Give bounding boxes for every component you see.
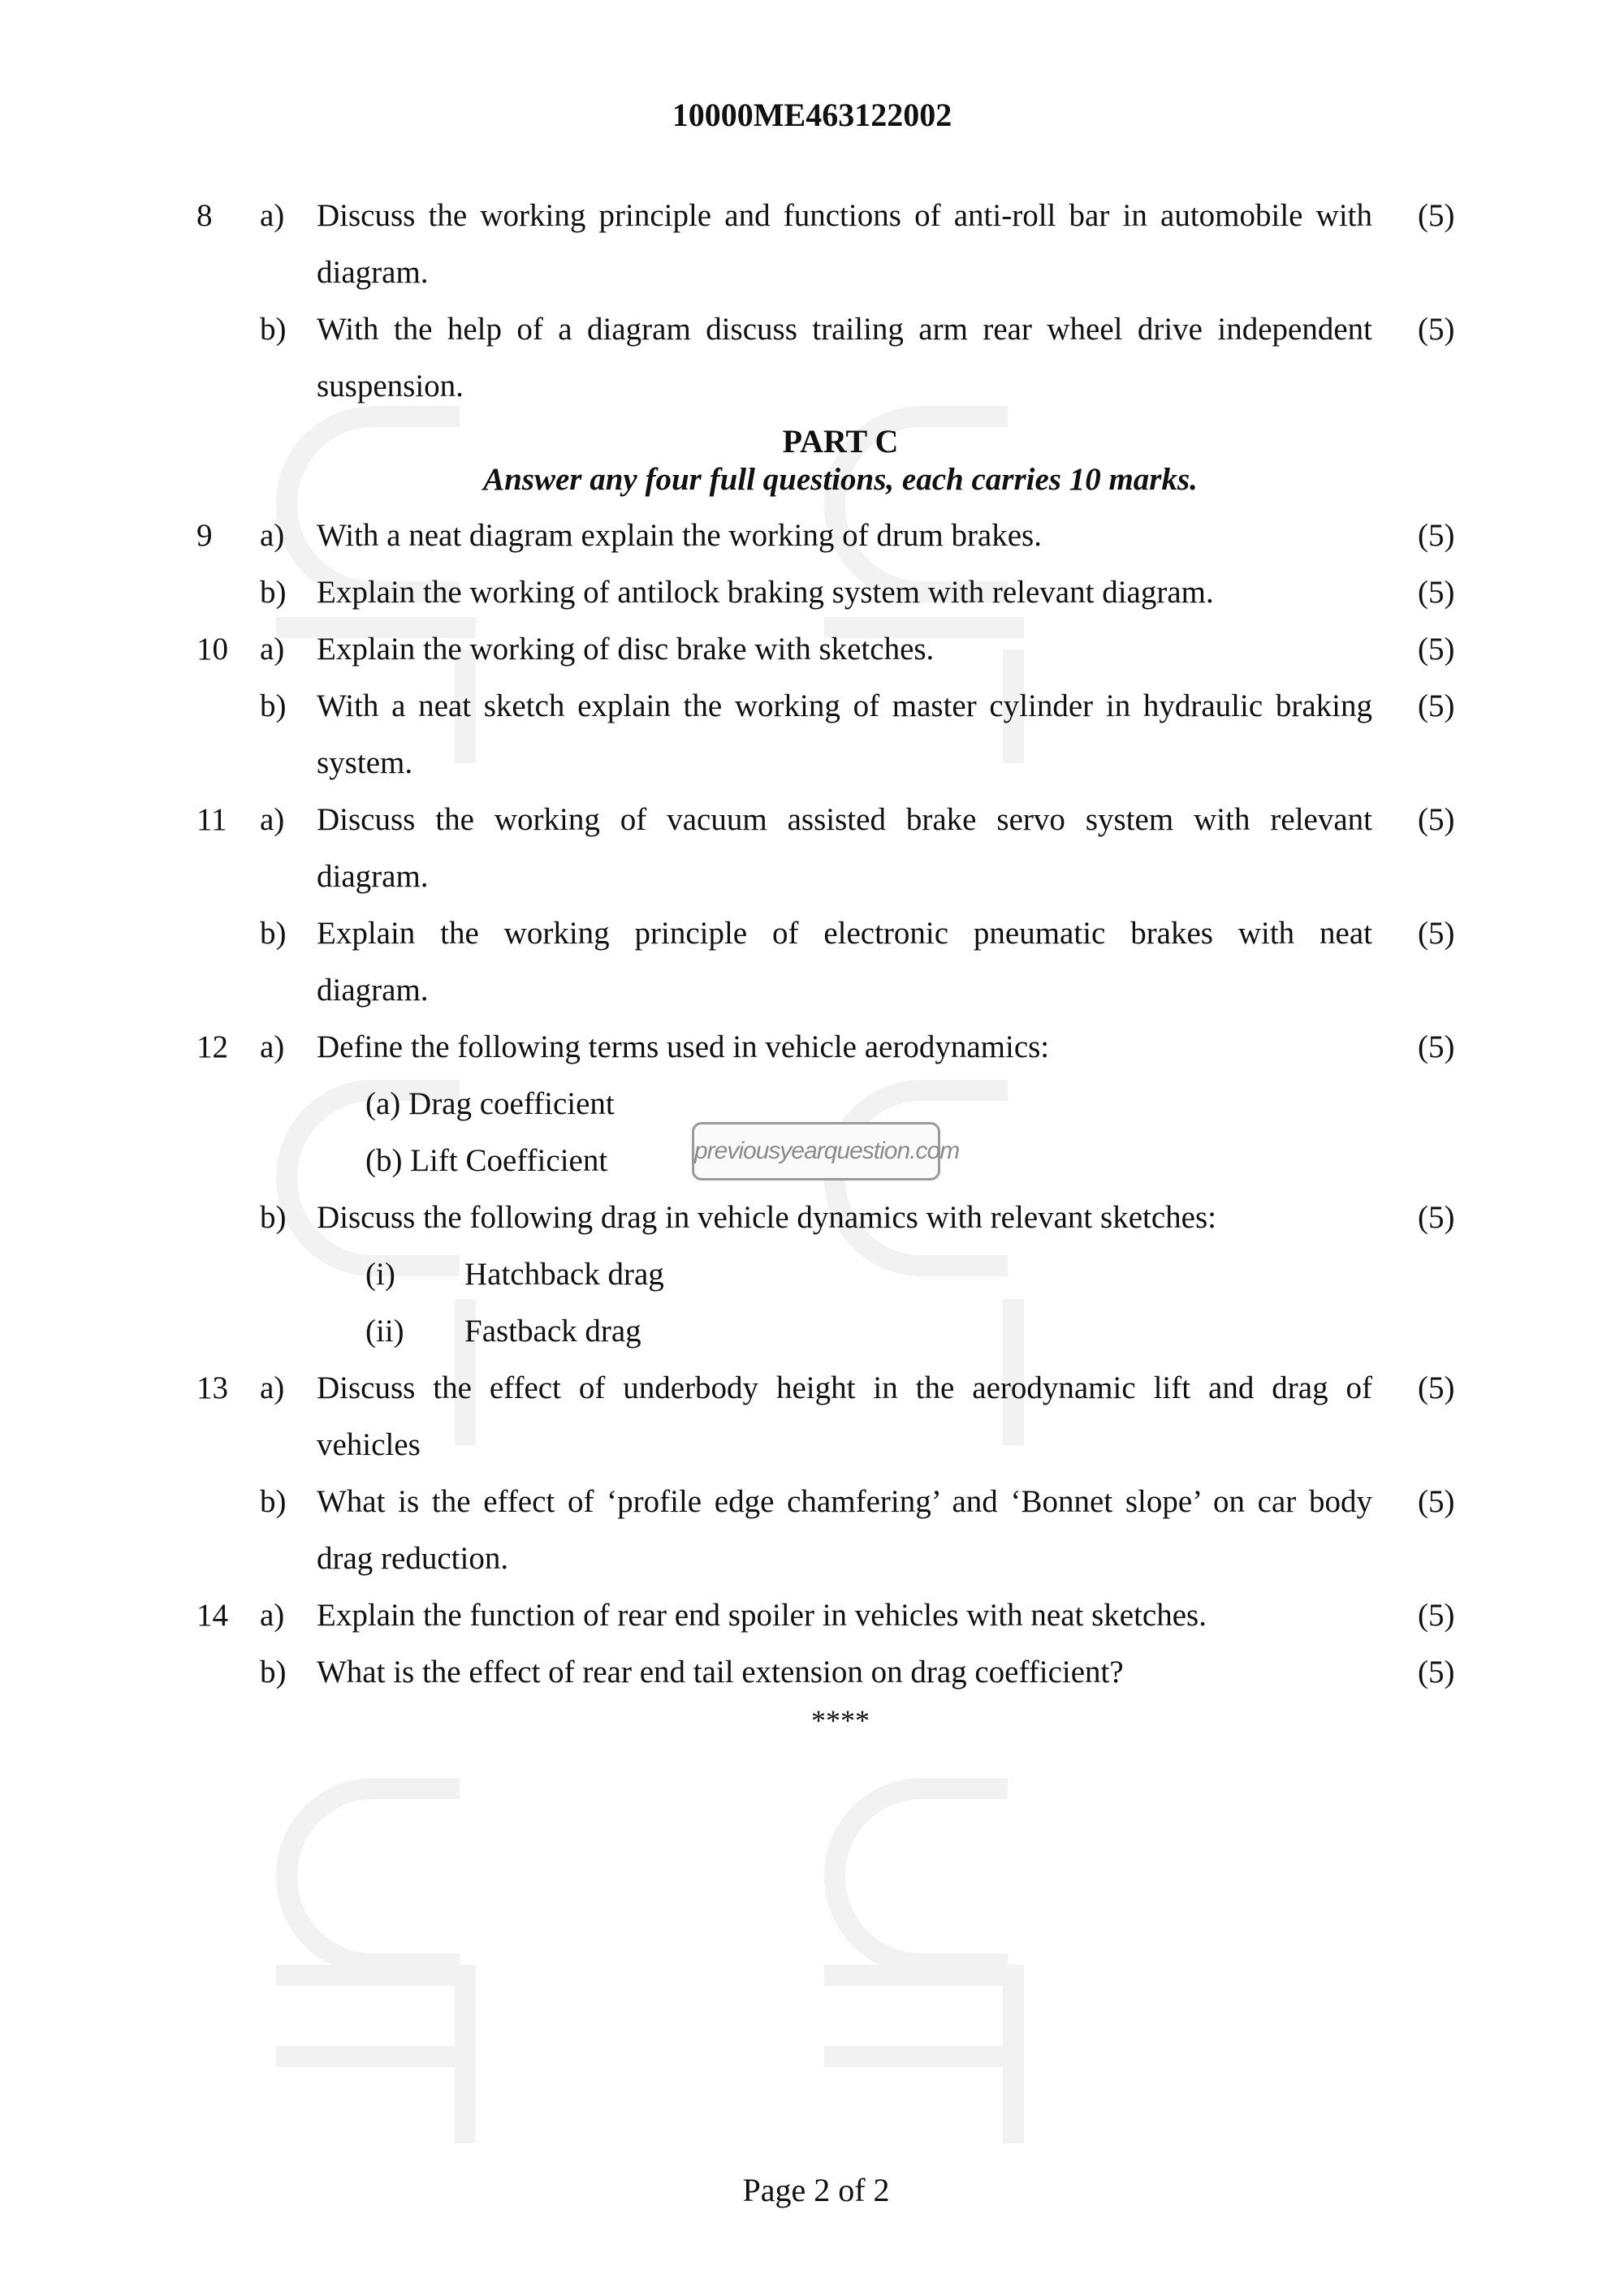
marks: (5) (1418, 518, 1455, 553)
marks: (5) (1418, 1370, 1455, 1405)
sub-label: a) (260, 518, 285, 553)
sub-label: a) (260, 1029, 285, 1064)
question-text: Discuss the following drag in vehicle dynamics with relevant sketches: (317, 1200, 1216, 1235)
section-instruction: Answer any four full questions, each carries 10 marks. (483, 462, 1198, 497)
marks: (5) (1418, 1200, 1455, 1235)
watermark-stamp: previousyearquestion.com (692, 1122, 940, 1180)
marks: (5) (1418, 1484, 1455, 1519)
question-text: Discuss the working principle and functions of anti-roll bar in automobile with (317, 198, 1372, 233)
question-text: Explain the working of antilock braking system with relevant diagram. (317, 575, 1214, 610)
marks: (5) (1418, 916, 1455, 951)
sub-label: b) (260, 1200, 287, 1235)
sub-label: b) (260, 312, 287, 347)
marks: (5) (1418, 1655, 1455, 1690)
sub-label: b) (260, 575, 287, 610)
page-number: Page 2 of 2 (742, 2172, 890, 2208)
question-number: 14 (197, 1598, 228, 1633)
question-text: drag reduction. (317, 1541, 509, 1576)
sub-label: b) (260, 1484, 287, 1519)
sub-label: b) (260, 916, 287, 951)
sub-label: b) (260, 1655, 287, 1690)
question-text: What is the effect of ‘profile edge chamfering’ and ‘Bonnet slope’ on car body (317, 1484, 1372, 1519)
question-text: What is the effect of rear end tail extension on drag coefficient? (317, 1655, 1124, 1690)
sub-label: a) (260, 1598, 285, 1633)
question-text: With the help of a diagram discuss trailing arm rear wheel drive independent (317, 312, 1372, 347)
question-text: diagram. (317, 255, 429, 290)
marks: (5) (1418, 802, 1455, 837)
marks: (5) (1418, 1029, 1455, 1064)
question-number: 13 (197, 1370, 228, 1405)
question-text: Discuss the effect of underbody height in the aerodynamic lift and drag of (317, 1370, 1372, 1405)
question-text: Explain the function of rear end spoiler in vehicles with neat sketches. (317, 1598, 1207, 1633)
list-item: Hatchback drag (464, 1257, 664, 1292)
question-text: With a neat diagram explain the working of drum brakes. (317, 518, 1042, 553)
list-item: (a) Drag coefficient (365, 1086, 615, 1121)
end-of-paper-mark: **** (811, 1704, 870, 1737)
question-text: system. (317, 745, 413, 780)
marks: (5) (1418, 632, 1455, 667)
question-number: 9 (197, 518, 213, 553)
section-title: PART C (782, 423, 899, 460)
marks: (5) (1418, 575, 1455, 610)
sub-label: a) (260, 802, 285, 837)
marks: (5) (1418, 688, 1455, 723)
list-item-number: (i) (365, 1257, 395, 1292)
question-text: Explain the working principle of electronic pneumatic brakes with neat (317, 916, 1372, 951)
question-text: Define the following terms used in vehicle aerodynamics: (317, 1029, 1050, 1064)
question-number: 12 (197, 1029, 228, 1064)
question-text: diagram. (317, 973, 429, 1008)
question-number: 11 (197, 802, 227, 837)
sub-label: a) (260, 1370, 285, 1405)
question-text: Explain the working of disc brake with sketches. (317, 632, 935, 667)
question-number: 10 (197, 632, 228, 667)
list-item-number: (ii) (365, 1314, 404, 1349)
sub-label: a) (260, 198, 285, 233)
list-item: Fastback drag (464, 1314, 641, 1349)
question-text: vehicles (317, 1427, 421, 1462)
marks: (5) (1418, 312, 1455, 347)
question-text: suspension. (317, 369, 464, 404)
marks: (5) (1418, 198, 1455, 233)
sub-label: b) (260, 688, 287, 723)
paper-code: 10000ME463122002 (672, 97, 952, 133)
question-text: Discuss the working of vacuum assisted brake servo system with relevant (317, 802, 1372, 837)
sub-label: a) (260, 632, 285, 667)
marks: (5) (1418, 1598, 1455, 1633)
list-item: (b) Lift Coefficient (365, 1143, 608, 1178)
question-text: With a neat sketch explain the working of master cylinder in hydraulic braking (317, 688, 1372, 723)
question-text: diagram. (317, 859, 429, 894)
question-number: 8 (197, 198, 213, 233)
